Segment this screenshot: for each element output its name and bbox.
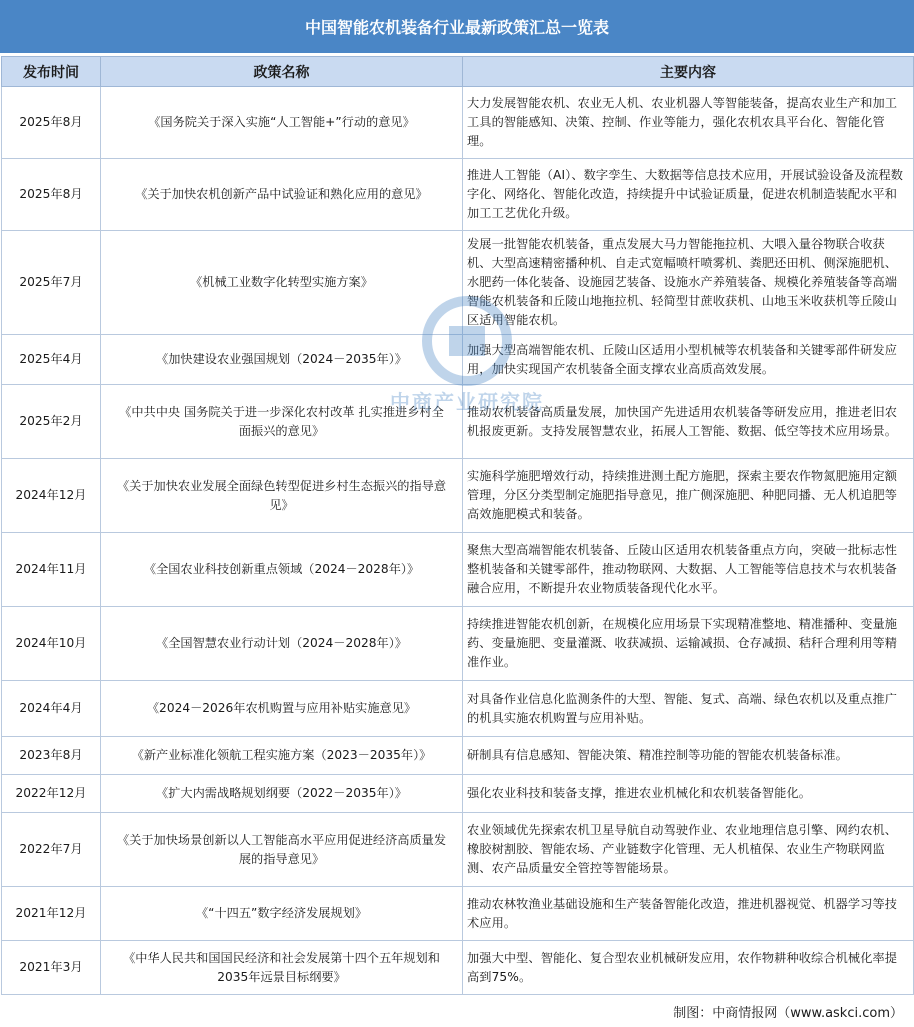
policy-name-cell: 《加快建设农业强国规划（2024－2035年）》 — [101, 335, 463, 385]
policy-name-cell: 《扩大内需战略规划纲要（2022－2035年）》 — [101, 775, 463, 813]
date-cell: 2025年8月 — [2, 87, 101, 159]
table-row — [2, 231, 914, 335]
table-title: 中国智能农机装备行业最新政策汇总一览表 — [0, 0, 914, 53]
date-cell: 2021年3月 — [2, 941, 101, 995]
date-cell: 2025年2月 — [2, 385, 101, 459]
table-row — [2, 607, 914, 681]
date-cell: 2023年8月 — [2, 737, 101, 775]
source-credit: 制图：中商情报网（www.askci.com） — [673, 1005, 903, 1021]
header-content: 主要内容 — [463, 57, 914, 87]
table-row — [2, 87, 914, 159]
content-cell: 实施科学施肥增效行动，持续推进测土配方施肥，探索主要农作物氮肥施用定额管理，分区分类型制定施肥指导意见，推广侧深施肥、种肥同播、无人机追肥等高效施肥模式和装备。 — [463, 459, 914, 533]
table-row — [2, 681, 914, 737]
header-policy-name: 政策名称 — [101, 57, 463, 87]
policy-name-cell: 《机械工业数字化转型实施方案》 — [101, 231, 463, 335]
content-cell: 强化农业科技和装备支撑，推进农业机械化和农机装备智能化。 — [463, 775, 914, 813]
table-row — [2, 813, 914, 887]
table-row — [2, 775, 914, 813]
date-cell: 2024年11月 — [2, 533, 101, 607]
date-cell: 2024年4月 — [2, 681, 101, 737]
table-row — [2, 941, 914, 995]
content-cell: 推动农机装备高质量发展，加快国产先进适用农机装备等研发应用，推进老旧农机报废更新。支持发展智慧农业，拓展人工智能、数据、低空等技术应用场景。 — [463, 385, 914, 459]
policy-name-cell: 《关于加快场景创新以人工智能高水平应用促进经济高质量发展的指导意见》 — [101, 813, 463, 887]
date-cell: 2025年4月 — [2, 335, 101, 385]
source-footer — [1, 994, 913, 1027]
header-date: 发布时间 — [2, 57, 101, 87]
date-cell: 2025年7月 — [2, 231, 101, 335]
date-cell: 2022年7月 — [2, 813, 101, 887]
table-row — [2, 533, 914, 607]
watermark-text: 中商产业研究院 — [390, 390, 544, 414]
date-cell: 2021年12月 — [2, 887, 101, 941]
policy-name-cell: 《“十四五”数字经济发展规划》 — [101, 887, 463, 941]
table-row — [2, 887, 914, 941]
content-cell: 发展一批智能农机装备，重点发展大马力智能拖拉机、大喂入量谷物联合收获机、大型高速精密播种机、自走式宽幅喷杆喷雾机、粪肥还田机、侧深施肥机、水肥药一体化装备、设施园艺装备、设施水产养殖装备、规模化养殖装备等高端智能农机装备和丘陵山地拖拉机、轻简型甘蔗收获机、山地玉米收获机等丘陵山区适用智能农机。 — [463, 231, 914, 335]
content-cell: 推动农林牧渔业基础设施和生产装备智能化改造，推进机器视觉、机器学习等技术应用。 — [463, 887, 914, 941]
table-row — [2, 385, 914, 459]
policy-name-cell: 《关于加快农业发展全面绿色转型促进乡村生态振兴的指导意见》 — [101, 459, 463, 533]
table-row — [2, 159, 914, 231]
content-cell: 加强大型高端智能农机、丘陵山区适用小型机械等农机装备和关键零部件研发应用，加快实现国产农机装备全面支撑农业高质高效发展。 — [463, 335, 914, 385]
policy-name-cell: 《关于加快农机创新产品中试验证和熟化应用的意见》 — [101, 159, 463, 231]
content-cell: 对具备作业信息化监测条件的大型、智能、复式、高端、绿色农机以及重点推广的机具实施农机购置与应用补贴。 — [463, 681, 914, 737]
date-cell: 2022年12月 — [2, 775, 101, 813]
policy-name-cell: 《中共中央 国务院关于进一步深化农村改革 扎实推进乡村全面振兴的意见》 — [101, 385, 463, 459]
content-cell: 研制具有信息感知、智能决策、精准控制等功能的智能农机装备标准。 — [463, 737, 914, 775]
policy-name-cell: 《中华人民共和国国民经济和社会发展第十四个五年规划和2035年远景目标纲要》 — [101, 941, 463, 995]
date-cell: 2024年10月 — [2, 607, 101, 681]
policy-table — [1, 56, 914, 995]
table-row — [2, 335, 914, 385]
header-row — [2, 57, 914, 87]
table-row — [2, 737, 914, 775]
policy-name-cell: 《2024－2026年农机购置与应用补贴实施意见》 — [101, 681, 463, 737]
content-cell: 农业领域优先探索农机卫星导航自动驾驶作业、农业地理信息引擎、网约农机、橡胶树割胶、智能农场、产业链数字化管理、无人机植保、农业生产物联网监测、农产品质量安全管控等智能场景。 — [463, 813, 914, 887]
content-cell: 大力发展智能农机、农业无人机、农业机器人等智能装备，提高农业生产和加工工具的智能感知、决策、控制、作业等能力，强化农机农具平台化、智能化管理。 — [463, 87, 914, 159]
policy-name-cell: 《新产业标准化领航工程实施方案（2023－2035年）》 — [101, 737, 463, 775]
policy-name-cell: 《国务院关于深入实施“人工智能+”行动的意见》 — [101, 87, 463, 159]
content-cell: 聚焦大型高端智能农机装备、丘陵山区适用农机装备重点方向，突破一批标志性整机装备和关键零部件，推动物联网、大数据、人工智能等信息技术与农机装备融合应用，不断提升农业物质装备现代化水平。 — [463, 533, 914, 607]
policy-name-cell: 《全国智慧农业行动计划（2024－2028年）》 — [101, 607, 463, 681]
table-row — [2, 459, 914, 533]
policy-name-cell: 《全国农业科技创新重点领域（2024－2028年）》 — [101, 533, 463, 607]
date-cell: 2024年12月 — [2, 459, 101, 533]
content-cell: 推进人工智能（AI）、数字孪生、大数据等信息技术应用，开展试验设备及流程数字化、网络化、智能化改造，持续提升中试验证质量，促进农机制造装配水平和加工工艺优化升级。 — [463, 159, 914, 231]
content-cell: 加强大中型、智能化、复合型农业机械研发应用，农作物耕种收综合机械化率提高到75%。 — [463, 941, 914, 995]
date-cell: 2025年8月 — [2, 159, 101, 231]
content-cell: 持续推进智能农机创新，在规模化应用场景下实现精准整地、精准播种、变量施药、变量施肥、变量灌溉、收获减损、运输减损、仓存减损、秸秆合理利用等精准作业。 — [463, 607, 914, 681]
